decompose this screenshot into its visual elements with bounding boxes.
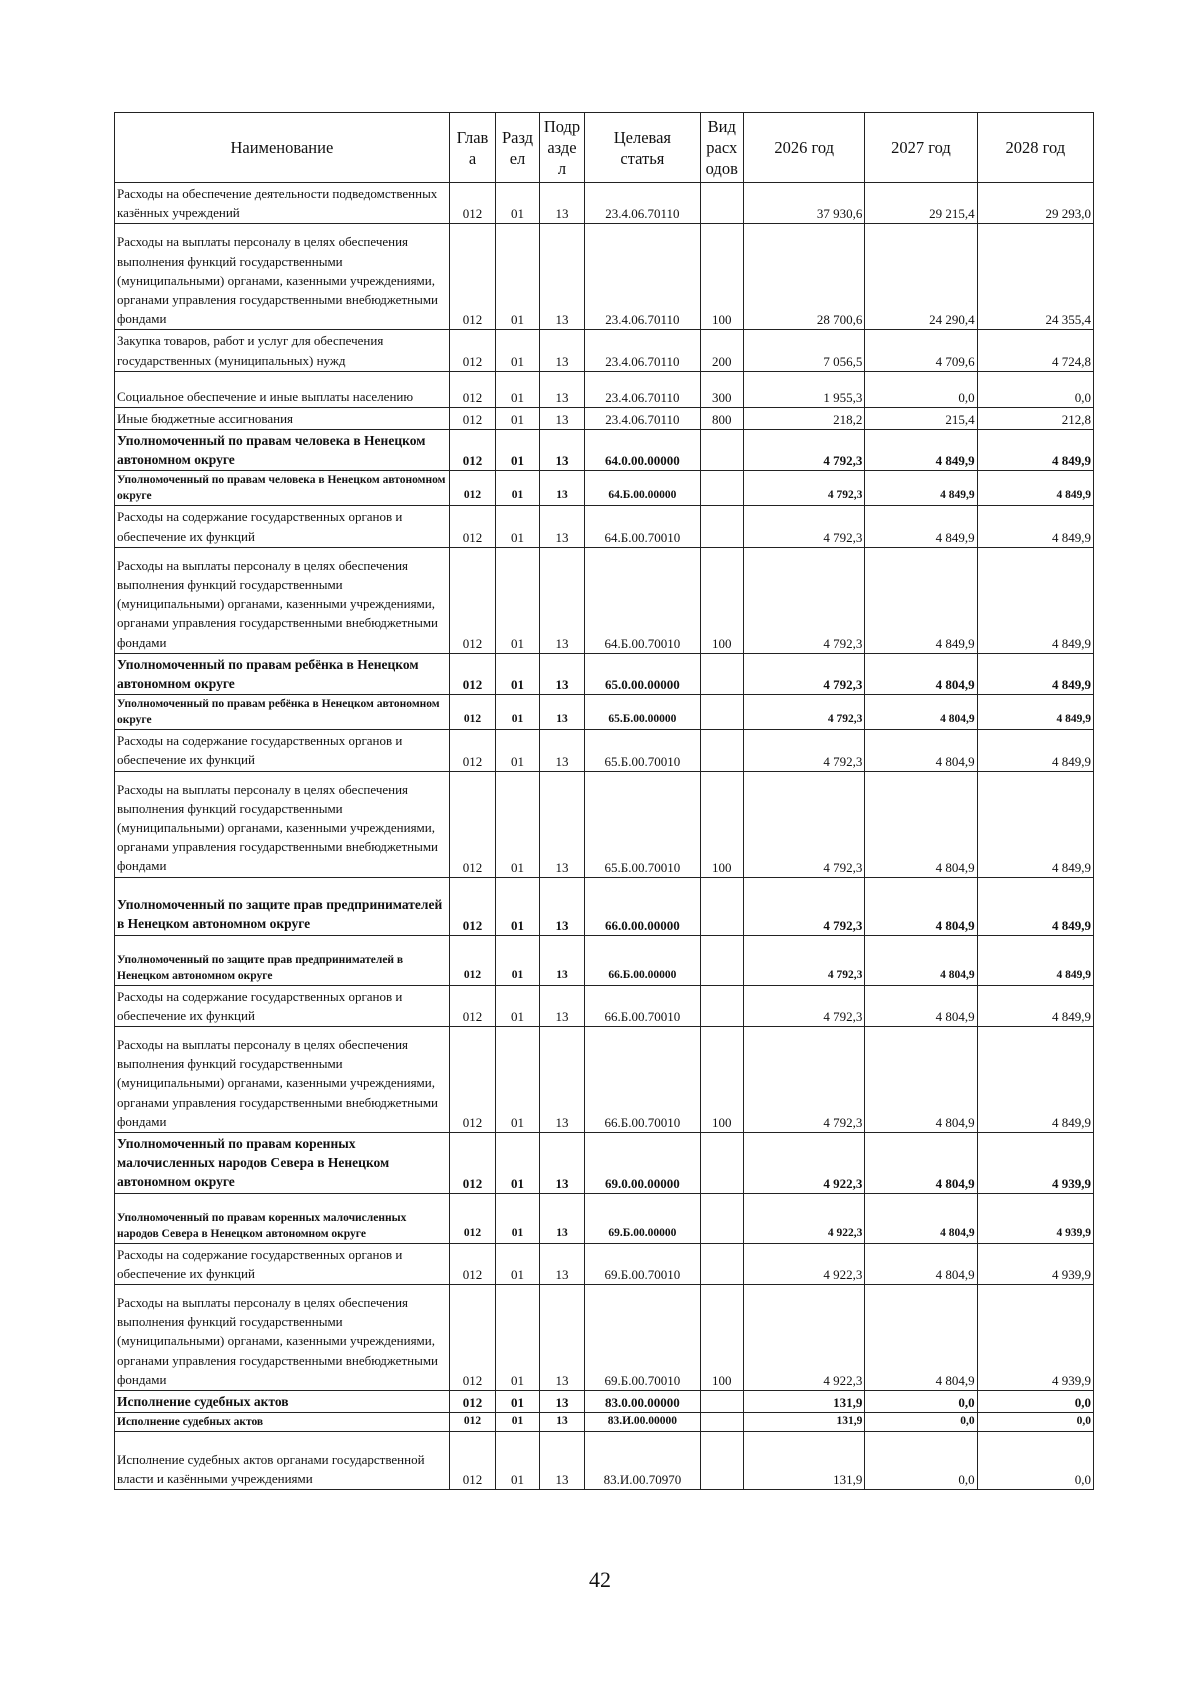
cell-2028: 4 849,9: [977, 771, 1093, 877]
table-row: [115, 730, 1094, 771]
table-row: [115, 371, 1094, 407]
cell-section: 01: [496, 506, 539, 547]
header-line: 2026 год: [774, 138, 835, 157]
cell-chapter: 012: [449, 1432, 496, 1490]
header-chapter: [449, 113, 496, 183]
cell-2026: 131,9: [744, 1391, 865, 1413]
cell-chapter: 012: [449, 1133, 496, 1194]
cell-expense-type: [700, 1243, 743, 1284]
cell-name: Уполномоченный по правам коренных малочисленных народов Севера в Ненецком автономном округе: [115, 1133, 450, 1194]
cell-2027: 4 804,9: [865, 730, 977, 771]
cell-target-article: 64.Б.00.70010: [585, 506, 700, 547]
cell-expense-type: 100: [700, 547, 743, 653]
cell-name: Уполномоченный по защите прав предпринимателей в Ненецком автономном округе: [115, 935, 450, 985]
cell-chapter: 012: [449, 1193, 496, 1243]
cell-name: Иные бюджетные ассигнования: [115, 407, 450, 429]
cell-2028: 4 724,8: [977, 330, 1093, 371]
cell-section: 01: [496, 1413, 539, 1432]
cell-2028: 4 849,9: [977, 695, 1093, 730]
cell-section: 01: [496, 183, 539, 224]
cell-chapter: 012: [449, 471, 496, 506]
table-row: [115, 695, 1094, 730]
cell-chapter: 012: [449, 224, 496, 330]
cell-name: Расходы на выплаты персоналу в целях обеспечения выполнения функций государственными (муниципальными) органами, казенными учреждениями, органами управления государственными внебюджетными фондами: [115, 771, 450, 877]
cell-target-article: 83.И.00.70970: [585, 1432, 700, 1490]
cell-2026: 1 955,3: [744, 371, 865, 407]
cell-2027: 24 290,4: [865, 224, 977, 330]
cell-expense-type: 800: [700, 407, 743, 429]
cell-expense-type: [700, 1193, 743, 1243]
cell-section: 01: [496, 985, 539, 1026]
cell-2027: 4 804,9: [865, 935, 977, 985]
cell-expense-type: [700, 695, 743, 730]
cell-chapter: 012: [449, 1413, 496, 1432]
cell-2026: 4 792,3: [744, 935, 865, 985]
cell-name: Исполнение судебных актов: [115, 1413, 450, 1432]
cell-2028: 4 939,9: [977, 1193, 1093, 1243]
cell-2026: 218,2: [744, 407, 865, 429]
cell-subsection: 13: [539, 1027, 585, 1133]
cell-expense-type: [700, 471, 743, 506]
cell-expense-type: [700, 985, 743, 1026]
cell-section: 01: [496, 877, 539, 935]
cell-2028: 4 849,9: [977, 506, 1093, 547]
table-row: [115, 877, 1094, 935]
cell-2026: 4 792,3: [744, 506, 865, 547]
cell-name: Социальное обеспечение и иные выплаты населению: [115, 371, 450, 407]
cell-subsection: 13: [539, 1413, 585, 1432]
cell-section: 01: [496, 224, 539, 330]
cell-2027: 4 849,9: [865, 547, 977, 653]
cell-name: Расходы на обеспечение деятельности подведомственных казённых учреждений: [115, 183, 450, 224]
header-line: Глав: [456, 127, 489, 147]
cell-subsection: 13: [539, 330, 585, 371]
cell-name: Расходы на выплаты персоналу в целях обеспечения выполнения функций государственными (муниципальными) органами, казенными учреждениями, органами управления государственными внебюджетными фондами: [115, 1027, 450, 1133]
table-row: [115, 1193, 1094, 1243]
cell-chapter: 012: [449, 330, 496, 371]
cell-subsection: 13: [539, 730, 585, 771]
cell-section: 01: [496, 1193, 539, 1243]
cell-name: Расходы на содержание государственных органов и обеспечение их функций: [115, 730, 450, 771]
cell-chapter: 012: [449, 1243, 496, 1284]
cell-name: Уполномоченный по защите прав предпринимателей в Ненецком автономном округе: [115, 877, 450, 935]
header-line: статья: [620, 148, 665, 168]
cell-2028: 4 849,9: [977, 877, 1093, 935]
cell-target-article: 66.Б.00.70010: [585, 985, 700, 1026]
cell-2027: 0,0: [865, 1391, 977, 1413]
header-expense-type: [700, 113, 743, 183]
cell-name: Расходы на выплаты персоналу в целях обеспечения выполнения функций государственными (муниципальными) органами, казенными учреждениями, органами управления государственными внебюджетными фондами: [115, 224, 450, 330]
cell-expense-type: [700, 1413, 743, 1432]
cell-2027: 0,0: [865, 371, 977, 407]
cell-target-article: 65.Б.00.70010: [585, 771, 700, 877]
table-row: [115, 1027, 1094, 1133]
cell-2026: 7 056,5: [744, 330, 865, 371]
cell-section: 01: [496, 695, 539, 730]
header-line: Наименование: [230, 138, 334, 157]
cell-subsection: 13: [539, 1193, 585, 1243]
cell-section: 01: [496, 653, 539, 694]
table-row: [115, 547, 1094, 653]
cell-target-article: 83.0.00.00000: [585, 1391, 700, 1413]
cell-expense-type: [700, 877, 743, 935]
header-line: л: [557, 159, 567, 178]
table-row: [115, 471, 1094, 506]
cell-subsection: 13: [539, 1432, 585, 1490]
cell-expense-type: [700, 653, 743, 694]
cell-2027: 4 804,9: [865, 1243, 977, 1284]
cell-2027: 4 804,9: [865, 1285, 977, 1391]
cell-2026: 4 792,3: [744, 1027, 865, 1133]
cell-2027: 4 804,9: [865, 877, 977, 935]
cell-chapter: 012: [449, 183, 496, 224]
cell-section: 01: [496, 1243, 539, 1284]
table-row: [115, 183, 1094, 224]
cell-2026: 131,9: [744, 1432, 865, 1490]
cell-name: Уполномоченный по правам ребёнка в Ненецком автономном округе: [115, 653, 450, 694]
cell-subsection: 13: [539, 547, 585, 653]
cell-section: 01: [496, 471, 539, 506]
cell-subsection: 13: [539, 407, 585, 429]
table-row: [115, 653, 1094, 694]
cell-chapter: 012: [449, 695, 496, 730]
cell-section: 01: [496, 430, 539, 471]
cell-expense-type: 100: [700, 1027, 743, 1133]
cell-2028: 4 849,9: [977, 985, 1093, 1026]
cell-chapter: 012: [449, 935, 496, 985]
cell-target-article: 65.0.00.00000: [585, 653, 700, 694]
cell-subsection: 13: [539, 1133, 585, 1194]
page-number: 42: [589, 1567, 611, 1592]
cell-target-article: 69.Б.00.70010: [585, 1243, 700, 1284]
cell-subsection: 13: [539, 935, 585, 985]
cell-2028: 4 849,9: [977, 471, 1093, 506]
header-line: Вид: [707, 117, 736, 136]
cell-expense-type: [700, 183, 743, 224]
cell-2026: 4 792,3: [744, 430, 865, 471]
header-target-article: [585, 113, 700, 183]
cell-2026: 4 922,3: [744, 1285, 865, 1391]
table-row: [115, 1133, 1094, 1194]
cell-name: Расходы на содержание государственных органов и обеспечение их функций: [115, 1243, 450, 1284]
header-line: а: [468, 148, 477, 168]
cell-chapter: 012: [449, 371, 496, 407]
cell-name: Уполномоченный по правам коренных малочисленных народов Севера в Ненецком автономном округе: [115, 1193, 450, 1243]
cell-2028: 4 939,9: [977, 1285, 1093, 1391]
cell-2028: 4 939,9: [977, 1133, 1093, 1194]
cell-section: 01: [496, 1391, 539, 1413]
cell-2028: 4 849,9: [977, 730, 1093, 771]
cell-2028: 212,8: [977, 407, 1093, 429]
header-line: Подр: [543, 117, 581, 136]
cell-2028: 0,0: [977, 1432, 1093, 1490]
cell-2027: 4 804,9: [865, 653, 977, 694]
cell-2026: 4 792,3: [744, 985, 865, 1026]
cell-2026: 4 792,3: [744, 471, 865, 506]
table-row: [115, 407, 1094, 429]
table-row: [115, 1243, 1094, 1284]
cell-2027: 4 804,9: [865, 1133, 977, 1194]
cell-2026: 4 922,3: [744, 1133, 865, 1194]
cell-subsection: 13: [539, 224, 585, 330]
cell-name: Уполномоченный по правам человека в Ненецком автономном округе: [115, 471, 450, 506]
cell-2027: 215,4: [865, 407, 977, 429]
cell-chapter: 012: [449, 1391, 496, 1413]
table-row: [115, 935, 1094, 985]
cell-subsection: 13: [539, 877, 585, 935]
cell-expense-type: [700, 1133, 743, 1194]
cell-2026: 4 922,3: [744, 1193, 865, 1243]
cell-section: 01: [496, 1432, 539, 1490]
cell-2027: 4 849,9: [865, 471, 977, 506]
cell-2027: 29 215,4: [865, 183, 977, 224]
cell-subsection: 13: [539, 1285, 585, 1391]
cell-subsection: 13: [539, 1243, 585, 1284]
cell-2026: 4 792,3: [744, 695, 865, 730]
cell-name: Уполномоченный по правам человека в Ненецком автономном округе: [115, 430, 450, 471]
cell-name: Исполнение судебных актов органами государственной власти и казёнными учреждениями: [115, 1432, 450, 1490]
table-body: [115, 183, 1094, 1490]
cell-target-article: 64.Б.00.70010: [585, 547, 700, 653]
cell-subsection: 13: [539, 371, 585, 407]
cell-section: 01: [496, 330, 539, 371]
cell-2027: 0,0: [865, 1432, 977, 1490]
table-header-row: [115, 113, 1094, 183]
cell-2026: 4 922,3: [744, 1243, 865, 1284]
table-row: [115, 771, 1094, 877]
cell-name: Уполномоченный по правам ребёнка в Ненецком автономном округе: [115, 695, 450, 730]
cell-subsection: 13: [539, 771, 585, 877]
table-row: [115, 985, 1094, 1026]
cell-target-article: 69.Б.00.00000: [585, 1193, 700, 1243]
cell-chapter: 012: [449, 1285, 496, 1391]
cell-target-article: 23.4.06.70110: [585, 330, 700, 371]
cell-2028: 4 849,9: [977, 935, 1093, 985]
header-line: одов: [705, 159, 738, 178]
cell-2027: 4 709,6: [865, 330, 977, 371]
header-line: 2027 год: [891, 138, 951, 157]
header-subsection: [539, 113, 585, 183]
cell-expense-type: [700, 1391, 743, 1413]
cell-chapter: 012: [449, 985, 496, 1026]
cell-expense-type: [700, 935, 743, 985]
cell-2028: 4 849,9: [977, 653, 1093, 694]
cell-target-article: 23.4.06.70110: [585, 407, 700, 429]
table-row: [115, 506, 1094, 547]
cell-subsection: 13: [539, 430, 585, 471]
cell-name: Расходы на содержание государственных органов и обеспечение их функций: [115, 506, 450, 547]
cell-expense-type: [700, 1432, 743, 1490]
cell-2026: 4 792,3: [744, 653, 865, 694]
table-row: [115, 430, 1094, 471]
cell-chapter: 012: [449, 430, 496, 471]
cell-chapter: 012: [449, 653, 496, 694]
cell-target-article: 69.0.00.00000: [585, 1133, 700, 1194]
cell-target-article: 66.0.00.00000: [585, 877, 700, 935]
cell-subsection: 13: [539, 471, 585, 506]
cell-target-article: 69.Б.00.70010: [585, 1285, 700, 1391]
cell-chapter: 012: [449, 407, 496, 429]
cell-subsection: 13: [539, 506, 585, 547]
cell-2028: 4 939,9: [977, 1243, 1093, 1284]
cell-target-article: 23.4.06.70110: [585, 183, 700, 224]
cell-chapter: 012: [449, 506, 496, 547]
cell-target-article: 23.4.06.70110: [585, 224, 700, 330]
table-row: [115, 224, 1094, 330]
cell-target-article: 83.И.00.00000: [585, 1413, 700, 1432]
cell-chapter: 012: [449, 877, 496, 935]
cell-target-article: 66.Б.00.70010: [585, 1027, 700, 1133]
header-name: [115, 113, 450, 183]
cell-2027: 0,0: [865, 1413, 977, 1432]
cell-2026: 37 930,6: [744, 183, 865, 224]
header-line: расх: [706, 138, 738, 157]
cell-2028: 0,0: [977, 1413, 1093, 1432]
cell-subsection: 13: [539, 183, 585, 224]
cell-expense-type: 100: [700, 224, 743, 330]
header-year-2027: [865, 113, 977, 183]
cell-chapter: 012: [449, 771, 496, 877]
table-row: [115, 1391, 1094, 1413]
table-row: [115, 1432, 1094, 1490]
cell-2026: 4 792,3: [744, 547, 865, 653]
cell-subsection: 13: [539, 653, 585, 694]
table-row: [115, 1413, 1094, 1432]
cell-expense-type: [700, 730, 743, 771]
cell-2026: 4 792,3: [744, 877, 865, 935]
cell-2026: 4 792,3: [744, 730, 865, 771]
cell-name: Расходы на выплаты персоналу в целях обеспечения выполнения функций государственными (муниципальными) органами, казенными учреждениями, органами управления государственными внебюджетными фондами: [115, 547, 450, 653]
cell-2027: 4 804,9: [865, 771, 977, 877]
cell-2027: 4 804,9: [865, 1193, 977, 1243]
cell-name: Расходы на содержание государственных органов и обеспечение их функций: [115, 985, 450, 1026]
cell-section: 01: [496, 1027, 539, 1133]
cell-target-article: 66.Б.00.00000: [585, 935, 700, 985]
cell-2028: 4 849,9: [977, 547, 1093, 653]
budget-table: [114, 112, 1094, 1490]
cell-2026: 131,9: [744, 1413, 865, 1432]
cell-section: 01: [496, 771, 539, 877]
cell-2028: 24 355,4: [977, 224, 1093, 330]
cell-name: Исполнение судебных актов: [115, 1391, 450, 1413]
cell-section: 01: [496, 371, 539, 407]
cell-2027: 4 804,9: [865, 695, 977, 730]
cell-expense-type: [700, 506, 743, 547]
cell-section: 01: [496, 1285, 539, 1391]
cell-chapter: 012: [449, 730, 496, 771]
cell-2028: 0,0: [977, 1391, 1093, 1413]
header-year-2026: [744, 113, 865, 183]
header-line: Целевая: [613, 127, 672, 147]
cell-2027: 4 849,9: [865, 430, 977, 471]
header-line: азде: [547, 138, 577, 157]
header-line: 2028 год: [1005, 138, 1066, 157]
cell-chapter: 012: [449, 1027, 496, 1133]
cell-section: 01: [496, 1133, 539, 1194]
cell-expense-type: 300: [700, 371, 743, 407]
cell-section: 01: [496, 935, 539, 985]
cell-name: Закупка товаров, работ и услуг для обеспечения государственных (муниципальных) нужд: [115, 330, 450, 371]
cell-subsection: 13: [539, 695, 585, 730]
cell-subsection: 13: [539, 1391, 585, 1413]
header-section: [496, 113, 539, 183]
cell-subsection: 13: [539, 985, 585, 1026]
header-line: Разд: [501, 127, 534, 147]
cell-section: 01: [496, 730, 539, 771]
cell-expense-type: 100: [700, 771, 743, 877]
header-line: ел: [509, 148, 526, 168]
cell-2028: 29 293,0: [977, 183, 1093, 224]
cell-2026: 4 792,3: [744, 771, 865, 877]
cell-name: Расходы на выплаты персоналу в целях обеспечения выполнения функций государственными (муниципальными) органами, казенными учреждениями, органами управления государственными внебюджетными фондами: [115, 1285, 450, 1391]
cell-2028: 4 849,9: [977, 430, 1093, 471]
cell-target-article: 23.4.06.70110: [585, 371, 700, 407]
cell-target-article: 64.Б.00.00000: [585, 471, 700, 506]
cell-expense-type: 100: [700, 1285, 743, 1391]
cell-2027: 4 804,9: [865, 985, 977, 1026]
cell-expense-type: [700, 430, 743, 471]
cell-2027: 4 804,9: [865, 1027, 977, 1133]
cell-2026: 28 700,6: [744, 224, 865, 330]
header-year-2028: [977, 113, 1093, 183]
table-row: [115, 1285, 1094, 1391]
cell-target-article: 65.Б.00.00000: [585, 695, 700, 730]
cell-2028: 0,0: [977, 371, 1093, 407]
cell-target-article: 65.Б.00.70010: [585, 730, 700, 771]
cell-section: 01: [496, 407, 539, 429]
cell-target-article: 64.0.00.00000: [585, 430, 700, 471]
cell-section: 01: [496, 547, 539, 653]
cell-2028: 4 849,9: [977, 1027, 1093, 1133]
table-row: [115, 330, 1094, 371]
cell-expense-type: 200: [700, 330, 743, 371]
cell-2027: 4 849,9: [865, 506, 977, 547]
cell-chapter: 012: [449, 547, 496, 653]
